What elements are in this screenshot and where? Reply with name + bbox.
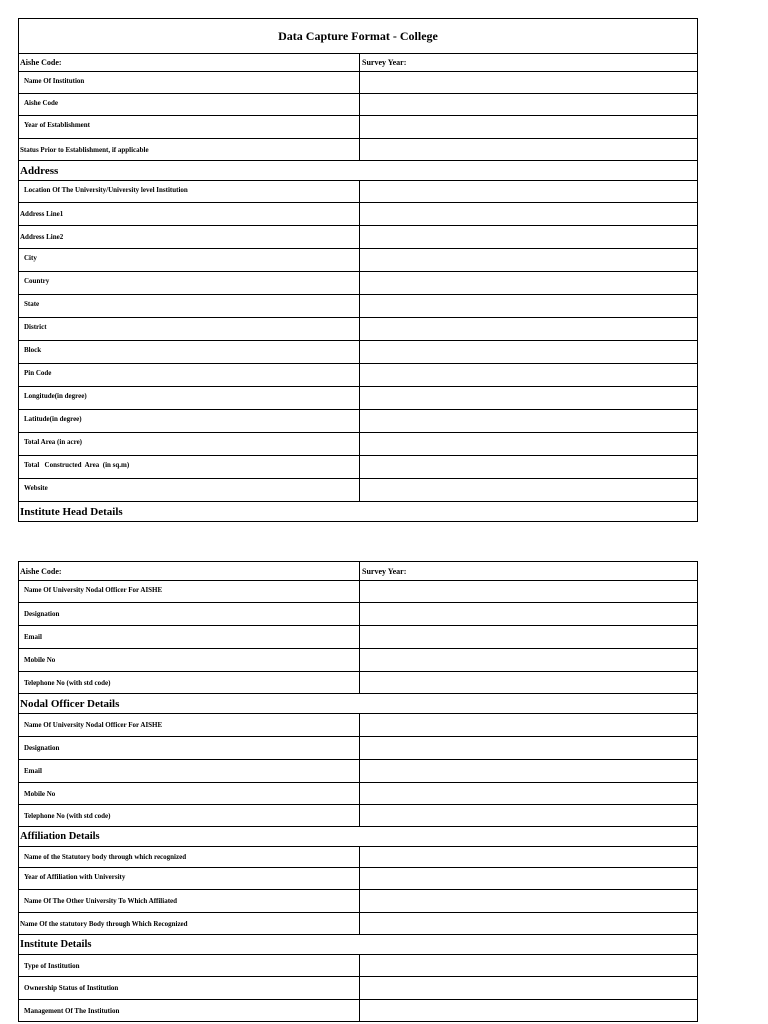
field-label: Pin Code [19,364,360,386]
section-heading-affiliation: Affiliation Details [19,826,697,846]
field-label: Address Line2 [19,226,360,248]
field-value-cell[interactable] [360,341,697,363]
field-label: Total Constructed Area (in sq.m) [19,456,360,478]
field-label: Designation [19,603,360,625]
field-label: Status Prior to Establishment, if applicable [19,139,360,160]
field-value-cell[interactable] [360,318,697,340]
field-label: Mobile No [19,783,360,804]
field-value-cell[interactable] [360,977,697,999]
field-value-cell[interactable] [360,272,697,294]
field-value-cell[interactable] [360,805,697,826]
field-label: Name of the Statutory body through which recognized [19,847,360,867]
form-row [19,867,697,889]
field-value-cell[interactable] [360,433,697,455]
data-capture-table-2 [18,561,698,1022]
field-value-cell[interactable] [360,890,697,912]
field-value-cell[interactable] [360,226,697,248]
field-value-cell[interactable] [360,94,697,115]
field-value-cell[interactable] [360,714,697,736]
form-row [19,671,697,693]
field-label: Year of Affiliation with University [19,868,360,889]
form-row [19,976,697,999]
section-heading-institute-head: Institute Head Details [19,501,697,521]
form-row [19,138,697,160]
field-value-cell[interactable] [360,626,697,648]
field-label: Address Line1 [19,203,360,225]
field-value-cell[interactable] [360,181,697,202]
field-label: Block [19,341,360,363]
field-label: Name Of University Nodal Officer For AISHE [19,581,360,602]
form-row [19,202,697,225]
form-row [19,340,697,363]
field-value-cell[interactable] [360,737,697,759]
field-value-cell[interactable] [360,116,697,138]
field-value-cell[interactable] [360,603,697,625]
form-row [19,580,697,602]
field-value-cell[interactable] [360,913,697,934]
field-label: Name Of The Other University To Which Affiliated [19,890,360,912]
field-value-cell[interactable] [360,139,697,160]
survey-year-label: Survey Year: [362,58,407,67]
form-row [19,846,697,867]
form-row [19,478,697,501]
field-label: Mobile No [19,649,360,671]
field-value-cell[interactable] [360,847,697,867]
field-label: Type of Institution [19,955,360,976]
form-row [19,648,697,671]
form-row [19,889,697,912]
form-row [19,736,697,759]
form-row [19,759,697,782]
field-label: Year of Establishment [19,116,360,138]
field-label: Telephone No (with std code) [19,805,360,826]
field-label: Designation [19,737,360,759]
form-row [19,455,697,478]
field-value-cell[interactable] [360,249,697,271]
field-label: Longitude(in degree) [19,387,360,409]
field-label: Aishe Code [19,94,360,115]
form-row [19,93,697,115]
form-row [19,409,697,432]
field-label: Country [19,272,360,294]
form-row [19,954,697,976]
form-row [19,225,697,248]
field-label: Latitude(in degree) [19,410,360,432]
aishe-code-label: Aishe Code: [19,54,360,71]
section-heading-institute-details: Institute Details [19,934,697,954]
aishe-code-label: Aishe Code: [19,562,360,580]
form-row [19,271,697,294]
section-heading-address: Address [19,160,697,180]
field-value-cell[interactable] [360,672,697,693]
data-capture-table-1 [18,18,698,522]
field-label: Total Area (in acre) [19,433,360,455]
survey-year-label: Survey Year: [362,566,407,576]
field-value-cell[interactable] [360,387,697,409]
field-value-cell[interactable] [360,456,697,478]
field-value-cell[interactable] [360,364,697,386]
field-label: Ownership Status of Institution [19,977,360,999]
form-row [19,180,697,202]
form-row [19,432,697,455]
section-heading-nodal-officer: Nodal Officer Details [19,693,697,713]
form-row [19,912,697,934]
field-label: Location Of The University/University level Institution [19,181,360,202]
field-value-cell[interactable] [360,72,697,93]
field-label: Website [19,479,360,501]
form-row [19,386,697,409]
field-value-cell[interactable] [360,479,697,501]
field-label: Management Of The Institution [19,1000,360,1021]
form-row [19,625,697,648]
field-value-cell[interactable] [360,760,697,782]
field-label: Name Of Institution [19,72,360,93]
form-row [19,999,697,1021]
aishe-code-row [19,562,697,580]
form-row [19,248,697,271]
form-row [19,713,697,736]
form-title: Data Capture Format - College [278,28,438,43]
form-row [19,317,697,340]
field-label: Email [19,760,360,782]
field-value-cell[interactable] [360,649,697,671]
field-value-cell[interactable] [360,955,697,976]
field-label: City [19,249,360,271]
field-value-cell[interactable] [360,1000,697,1021]
field-label: Email [19,626,360,648]
form-row [19,363,697,386]
field-value-cell[interactable] [360,410,697,432]
field-value-cell[interactable] [360,783,697,804]
form-row [19,602,697,625]
aishe-code-row [19,53,697,71]
field-label: District [19,318,360,340]
field-value-cell[interactable] [360,203,697,225]
field-value-cell[interactable] [360,868,697,889]
field-value-cell[interactable] [360,581,697,602]
field-label: Name Of the statutory Body through Which Recognized [19,913,360,934]
field-label: Telephone No (with std code) [19,672,360,693]
form-row [19,804,697,826]
field-label: State [19,295,360,317]
form-row [19,294,697,317]
form-row [19,71,697,93]
form-row [19,115,697,138]
field-value-cell[interactable] [360,295,697,317]
form-row [19,782,697,804]
field-label: Name Of University Nodal Officer For AISHE [19,714,360,736]
